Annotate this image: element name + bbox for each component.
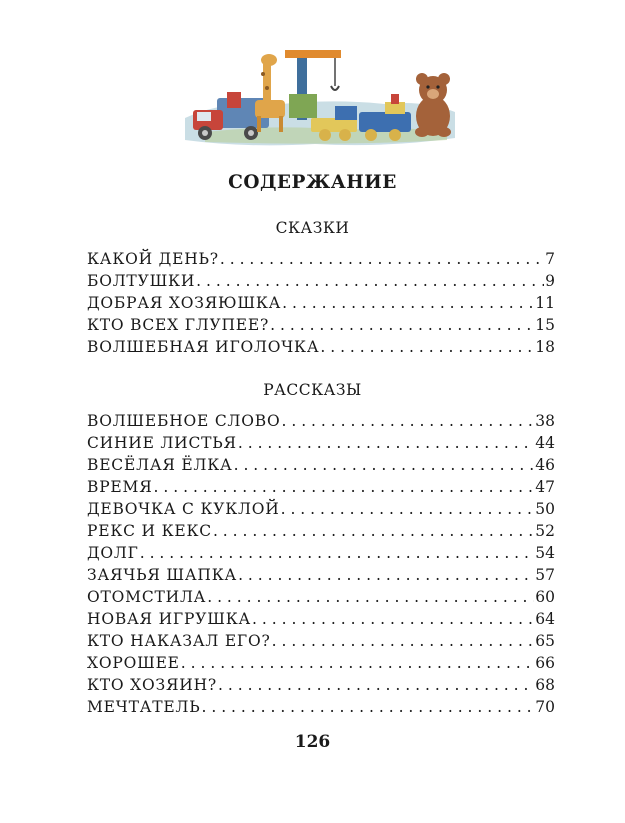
leader-dots <box>282 292 534 314</box>
toc-entry-page: 50 <box>535 500 555 518</box>
toc-entry[interactable] <box>87 270 555 292</box>
toc-entry-title: КТО НАКАЗАЛ ЕГО? <box>87 632 271 650</box>
toc-entry-title: ДЕВОЧКА С КУКЛОЙ <box>87 500 280 518</box>
toc-entry[interactable] <box>87 608 555 630</box>
leader-dots <box>218 674 534 696</box>
leader-dots <box>238 564 534 586</box>
toc-entry[interactable] <box>87 248 555 270</box>
toys-illustration <box>185 40 455 155</box>
leader-dots <box>281 498 535 520</box>
toc-entry[interactable] <box>87 432 555 454</box>
toc-entry[interactable] <box>87 498 555 520</box>
section-heading-skazki: СКАЗКИ <box>275 219 350 237</box>
leader-dots <box>140 542 535 564</box>
toc-entry-page: 68 <box>535 676 555 694</box>
toc-entry[interactable] <box>87 674 555 696</box>
toc-entry-title: ВОЛШЕБНАЯ ИГОЛОЧКА <box>87 338 320 356</box>
leader-dots <box>196 270 544 292</box>
toc-entry-page: 38 <box>535 412 555 430</box>
toc-entry-title: СИНИЕ ЛИСТЬЯ <box>87 434 237 452</box>
toc-entry-page: 52 <box>535 522 555 540</box>
toc-entry-page: 65 <box>535 632 555 650</box>
toc-entry-page: 64 <box>535 610 555 628</box>
toc-entry-title: ДОБРАЯ ХОЗЯЮШКА <box>87 294 282 312</box>
toc-entry-title: ХОРОШЕЕ <box>87 654 180 672</box>
toc-entry[interactable] <box>87 542 555 564</box>
toc-entry[interactable] <box>87 336 555 358</box>
toc-entry-page: 66 <box>535 654 555 672</box>
toc-entry-title: ВОЛШЕБНОЕ СЛОВО <box>87 412 281 430</box>
toc-entry-title: ДОЛГ <box>87 544 139 562</box>
toc-list-skazki <box>87 248 555 358</box>
toc-entry-page: 7 <box>545 250 555 268</box>
toc-entry[interactable] <box>87 564 555 586</box>
toc-entry[interactable] <box>87 586 555 608</box>
leader-dots <box>282 410 535 432</box>
toc-entry[interactable] <box>87 454 555 476</box>
leader-dots <box>238 432 534 454</box>
toc-entry-page: 60 <box>535 588 555 606</box>
section-heading-rasskazy: РАССКАЗЫ <box>263 381 362 399</box>
leader-dots <box>252 608 534 630</box>
leader-dots <box>220 248 544 270</box>
toc-entry-page: 46 <box>535 456 555 474</box>
toc-entry-page: 57 <box>535 566 555 584</box>
toc-entry-page: 44 <box>535 434 555 452</box>
toc-entry-title: НОВАЯ ИГРУШКА <box>87 610 252 628</box>
leader-dots <box>201 696 534 718</box>
toc-entry[interactable] <box>87 292 555 314</box>
toc-entry-page: 47 <box>535 478 555 496</box>
toc-entry-title: МЕЧТАТЕЛЬ <box>87 698 201 716</box>
toc-entry[interactable] <box>87 476 555 498</box>
leader-dots <box>181 652 534 674</box>
page-number: 126 <box>294 732 331 752</box>
leader-dots <box>234 454 535 476</box>
toc-entry[interactable] <box>87 520 555 542</box>
toc-entry-page: 15 <box>535 316 555 334</box>
toc-entry[interactable] <box>87 314 555 336</box>
toc-entry-page: 18 <box>535 338 555 356</box>
toc-entry-page: 54 <box>535 544 555 562</box>
toc-entry-title: КТО ВСЕХ ГЛУПЕЕ? <box>87 316 270 334</box>
toc-entry[interactable] <box>87 410 555 432</box>
leader-dots <box>270 314 534 336</box>
leader-dots <box>272 630 535 652</box>
contents-title: СОДЕРЖАНИЕ <box>228 172 397 193</box>
leader-dots <box>320 336 534 358</box>
toc-entry-title: БОЛТУШКИ <box>87 272 196 290</box>
toc-entry-title: ВЕСЁЛАЯ ЁЛКА <box>87 456 233 474</box>
leader-dots <box>154 476 535 498</box>
toc-entry-page: 9 <box>545 272 555 290</box>
toc-entry-title: КТО ХОЗЯИН? <box>87 676 218 694</box>
leader-dots <box>213 520 534 542</box>
toc-entry[interactable] <box>87 630 555 652</box>
toc-list-rasskazy <box>87 410 555 718</box>
toc-entry-title: КАКОЙ ДЕНЬ? <box>87 250 219 268</box>
toc-entry-title: ОТОМСТИЛА <box>87 588 207 606</box>
toc-entry-title: ЗАЯЧЬЯ ШАПКА <box>87 566 238 584</box>
teddy-bear-icon <box>415 73 451 137</box>
toc-entry-title: РЕКС И КЕКС <box>87 522 212 540</box>
toc-entry-page: 70 <box>535 698 555 716</box>
toc-entry-page: 11 <box>535 294 555 312</box>
leader-dots <box>207 586 534 608</box>
toc-entry[interactable] <box>87 652 555 674</box>
toc-entry[interactable] <box>87 696 555 718</box>
toc-entry-title: ВРЕМЯ <box>87 478 153 496</box>
